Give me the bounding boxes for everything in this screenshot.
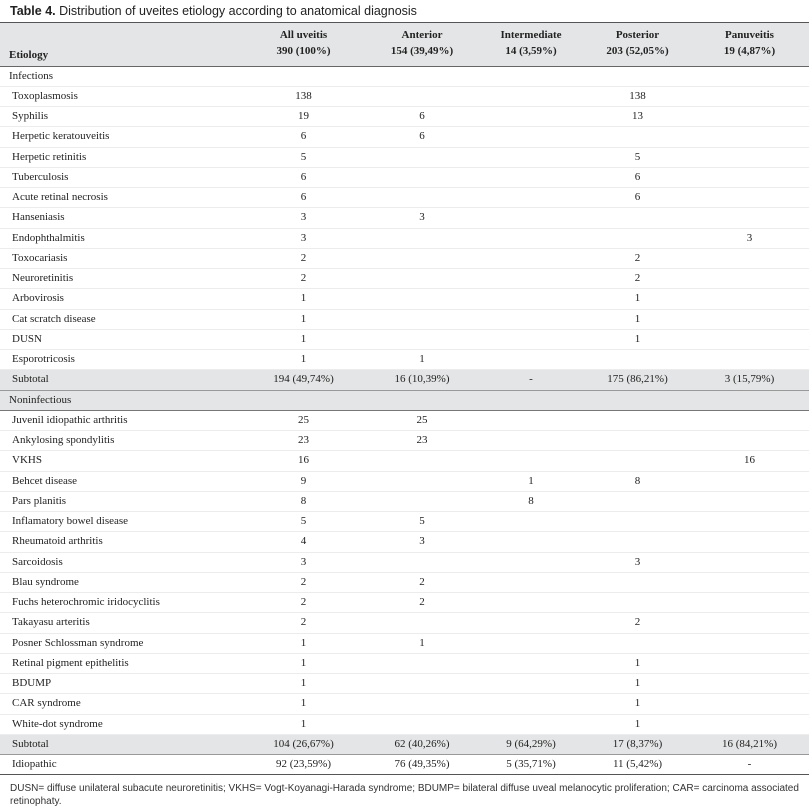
cell-value — [367, 248, 477, 268]
header-count: 390 (100%) — [276, 45, 331, 57]
row-label: White-dot syndrome — [0, 714, 240, 734]
header-count: 203 (52,05%) — [606, 45, 669, 57]
cell-value: 23 — [240, 431, 367, 451]
cell-value: 6 — [367, 127, 477, 147]
cell-value: 1 — [240, 714, 367, 734]
cell-value — [690, 208, 809, 228]
cell-value — [477, 269, 585, 289]
table-row — [0, 674, 809, 694]
table-row — [0, 167, 809, 187]
header-row — [0, 23, 809, 66]
table-row — [0, 269, 809, 289]
cell-value — [367, 694, 477, 714]
table-row — [0, 491, 809, 511]
cell-value: 6 — [240, 188, 367, 208]
cell-value: 8 — [240, 491, 367, 511]
cell-value: 17 (8,37%) — [585, 734, 690, 754]
header-title: Panuveitis — [725, 29, 774, 41]
cell-value — [367, 451, 477, 471]
cell-value — [477, 329, 585, 349]
cell-value — [477, 572, 585, 592]
table-row — [0, 350, 809, 370]
cell-value: 175 (86,21%) — [585, 370, 690, 390]
row-label: CAR syndrome — [0, 694, 240, 714]
cell-value — [367, 289, 477, 309]
table-row — [0, 147, 809, 167]
cell-value: 23 — [367, 431, 477, 451]
cell-value — [367, 491, 477, 511]
cell-value: 1 — [240, 289, 367, 309]
row-label: Takayasu arteritis — [0, 613, 240, 633]
cell-value: 16 — [240, 451, 367, 471]
cell-value: 1 — [585, 674, 690, 694]
cell-value: 1 — [585, 694, 690, 714]
table-row — [0, 572, 809, 592]
cell-value: 6 — [240, 167, 367, 187]
cell-value — [690, 491, 809, 511]
table-label: Table 4. — [10, 4, 56, 18]
row-label: Sarcoidosis — [0, 552, 240, 572]
cell-value: 25 — [367, 410, 477, 430]
row-label: Hanseniasis — [0, 208, 240, 228]
row-label: Herpetic retinitis — [0, 147, 240, 167]
cell-value: 3 (15,79%) — [690, 370, 809, 390]
row-label: Acute retinal necrosis — [0, 188, 240, 208]
cell-value: 1 — [585, 329, 690, 349]
cell-value: 3 — [240, 208, 367, 228]
table-row — [0, 208, 809, 228]
table-row — [0, 431, 809, 451]
cell-value — [690, 410, 809, 430]
table-row — [0, 633, 809, 653]
table-caption — [10, 4, 417, 18]
cell-value — [690, 431, 809, 451]
table-row — [0, 694, 809, 714]
row-label: Ankylosing spondylitis — [0, 431, 240, 451]
cell-value: 3 — [585, 552, 690, 572]
row-label: Neuroretinitis — [0, 269, 240, 289]
cell-value: - — [690, 755, 809, 775]
cell-value — [477, 228, 585, 248]
cell-value: 1 — [240, 694, 367, 714]
cell-value — [690, 309, 809, 329]
cell-value — [367, 269, 477, 289]
cell-value: 3 — [240, 228, 367, 248]
section-title: Noninfectious — [0, 390, 809, 410]
table-row — [0, 552, 809, 572]
etiology-table — [0, 23, 809, 775]
table-row — [0, 512, 809, 532]
cell-value: 104 (26,67%) — [240, 734, 367, 754]
cell-value — [477, 714, 585, 734]
cell-value — [690, 147, 809, 167]
table-row — [0, 188, 809, 208]
cell-value: 5 — [585, 147, 690, 167]
table-row — [0, 127, 809, 147]
cell-value — [690, 694, 809, 714]
cell-value: 8 — [477, 491, 585, 511]
cell-value: 1 — [240, 653, 367, 673]
cell-value: 1 — [240, 674, 367, 694]
row-label: Esporotricosis — [0, 350, 240, 370]
cell-value: 194 (49,74%) — [240, 370, 367, 390]
cell-value — [690, 653, 809, 673]
cell-value — [585, 208, 690, 228]
row-label: Tuberculosis — [0, 167, 240, 187]
cell-value — [477, 431, 585, 451]
cell-value: 16 (84,21%) — [690, 734, 809, 754]
cell-value: 25 — [240, 410, 367, 430]
row-label: BDUMP — [0, 674, 240, 694]
cell-value: 5 (35,71%) — [477, 755, 585, 775]
cell-value: 92 (23,59%) — [240, 755, 367, 775]
cell-value — [690, 107, 809, 127]
cell-value: 2 — [240, 269, 367, 289]
table-row — [0, 471, 809, 491]
cell-value — [367, 147, 477, 167]
cell-value: 9 (64,29%) — [477, 734, 585, 754]
cell-value — [690, 532, 809, 552]
table-footnote: DUSN= diffuse unilateral subacute neuroretinitis; VKHS= Vogt-Koyanagi-Harada syndrome; BDUMP= bilateral diffuse uveal melanocytic proliferation; CAR= carcinoma associated retinophaty. — [10, 783, 799, 807]
cell-value — [477, 86, 585, 106]
cell-value — [690, 329, 809, 349]
cell-value — [477, 593, 585, 613]
row-label: Pars planitis — [0, 491, 240, 511]
cell-value — [690, 633, 809, 653]
section-title: Infections — [0, 66, 809, 86]
cell-value — [367, 228, 477, 248]
row-label: Idiopathic — [0, 755, 240, 775]
cell-value — [477, 653, 585, 673]
cell-value — [367, 714, 477, 734]
table-row — [0, 532, 809, 552]
cell-value — [690, 471, 809, 491]
row-label: Subtotal — [0, 370, 240, 390]
cell-value — [585, 532, 690, 552]
cell-value: 4 — [240, 532, 367, 552]
row-label: Toxocariasis — [0, 248, 240, 268]
cell-value — [367, 471, 477, 491]
table-header — [0, 23, 809, 66]
cell-value: 2 — [240, 613, 367, 633]
cell-value — [690, 269, 809, 289]
row-label: Subtotal — [0, 734, 240, 754]
section-header-row — [0, 390, 809, 410]
cell-value: 1 — [240, 350, 367, 370]
header-count: 14 (3,59%) — [505, 45, 557, 57]
row-label: Cat scratch disease — [0, 309, 240, 329]
cell-value — [585, 572, 690, 592]
cell-value — [690, 714, 809, 734]
cell-value — [585, 451, 690, 471]
row-label: Rheumatoid arthritis — [0, 532, 240, 552]
header-title: All uveitis — [279, 29, 328, 41]
cell-value — [585, 491, 690, 511]
row-label: Endophthalmitis — [0, 228, 240, 248]
cell-value: 5 — [240, 512, 367, 532]
cell-value — [367, 86, 477, 106]
cell-value — [690, 350, 809, 370]
cell-value — [585, 512, 690, 532]
cell-value — [477, 289, 585, 309]
cell-value — [585, 593, 690, 613]
cell-value — [690, 512, 809, 532]
table-row — [0, 329, 809, 349]
cell-value — [477, 410, 585, 430]
cell-value: 6 — [585, 167, 690, 187]
cell-value — [477, 350, 585, 370]
cell-value: 6 — [240, 127, 367, 147]
cell-value — [367, 674, 477, 694]
row-label: Blau syndrome — [0, 572, 240, 592]
cell-value: 62 (40,26%) — [367, 734, 477, 754]
cell-value: - — [477, 370, 585, 390]
header-panuveitis — [690, 23, 809, 66]
cell-value — [690, 613, 809, 633]
row-label: Inflamatory bowel disease — [0, 512, 240, 532]
cell-value — [477, 451, 585, 471]
cell-value: 1 — [240, 633, 367, 653]
section-header-row — [0, 66, 809, 86]
header-all-uveitis — [240, 23, 367, 66]
cell-value — [477, 532, 585, 552]
cell-value — [477, 248, 585, 268]
cell-value — [690, 593, 809, 613]
cell-value — [477, 188, 585, 208]
table-row — [0, 714, 809, 734]
cell-value — [477, 309, 585, 329]
cell-value — [585, 633, 690, 653]
cell-value — [367, 613, 477, 633]
header-etiology: Etiology — [0, 23, 240, 66]
cell-value: 1 — [585, 309, 690, 329]
cell-value: 2 — [240, 572, 367, 592]
cell-value — [477, 167, 585, 187]
header-title: Anterior — [401, 29, 443, 41]
row-label: Behcet disease — [0, 471, 240, 491]
cell-value: 138 — [585, 86, 690, 106]
cell-value — [690, 572, 809, 592]
table-row — [0, 309, 809, 329]
cell-value — [690, 552, 809, 572]
cell-value: 16 (10,39%) — [367, 370, 477, 390]
cell-value: 3 — [367, 532, 477, 552]
idiopathic-row — [0, 755, 809, 775]
cell-value — [690, 188, 809, 208]
cell-value: 5 — [240, 147, 367, 167]
table-row — [0, 107, 809, 127]
cell-value — [585, 410, 690, 430]
table-row — [0, 451, 809, 471]
cell-value: 2 — [367, 572, 477, 592]
table-body — [0, 66, 809, 775]
cell-value: 2 — [240, 593, 367, 613]
cell-value: 1 — [367, 350, 477, 370]
table-row — [0, 593, 809, 613]
subtotal-row — [0, 370, 809, 390]
cell-value — [477, 552, 585, 572]
cell-value — [690, 86, 809, 106]
cell-value: 11 (5,42%) — [585, 755, 690, 775]
row-label: Fuchs heterochromic iridocyclitis — [0, 593, 240, 613]
header-title: Intermediate — [500, 29, 562, 41]
cell-value — [367, 653, 477, 673]
cell-value: 3 — [690, 228, 809, 248]
cell-value: 2 — [367, 593, 477, 613]
cell-value — [477, 107, 585, 127]
row-label: Posner Schlossman syndrome — [0, 633, 240, 653]
table-row — [0, 289, 809, 309]
cell-value: 6 — [585, 188, 690, 208]
cell-value — [367, 167, 477, 187]
cell-value: 76 (49,35%) — [367, 755, 477, 775]
cell-value — [367, 188, 477, 208]
table-title: Distribution of uveites etiology according to anatomical diagnosis — [55, 4, 417, 18]
row-label: Arbovirosis — [0, 289, 240, 309]
cell-value — [690, 127, 809, 147]
cell-value: 6 — [367, 107, 477, 127]
cell-value: 1 — [585, 289, 690, 309]
table-row — [0, 653, 809, 673]
cell-value — [477, 613, 585, 633]
cell-value: 1 — [240, 309, 367, 329]
row-label: DUSN — [0, 329, 240, 349]
cell-value — [690, 248, 809, 268]
cell-value — [367, 309, 477, 329]
table-row — [0, 248, 809, 268]
cell-value — [477, 512, 585, 532]
cell-value: 3 — [240, 552, 367, 572]
table-row — [0, 86, 809, 106]
subtotal-row — [0, 734, 809, 754]
cell-value — [585, 350, 690, 370]
row-label: Retinal pigment epithelitis — [0, 653, 240, 673]
cell-value — [477, 694, 585, 714]
table-row — [0, 410, 809, 430]
cell-value: 3 — [367, 208, 477, 228]
cell-value: 1 — [477, 471, 585, 491]
cell-value: 9 — [240, 471, 367, 491]
cell-value — [690, 674, 809, 694]
header-posterior — [585, 23, 690, 66]
cell-value: 1 — [585, 653, 690, 673]
header-title: Posterior — [615, 29, 660, 41]
header-intermediate — [477, 23, 585, 66]
cell-value: 2 — [585, 613, 690, 633]
cell-value: 2 — [585, 248, 690, 268]
cell-value — [690, 167, 809, 187]
header-anterior — [367, 23, 477, 66]
row-label: VKHS — [0, 451, 240, 471]
row-label: Toxoplasmosis — [0, 86, 240, 106]
cell-value: 5 — [367, 512, 477, 532]
row-label: Juvenil idiopathic arthritis — [0, 410, 240, 430]
cell-value — [477, 633, 585, 653]
cell-value: 1 — [367, 633, 477, 653]
cell-value: 19 — [240, 107, 367, 127]
cell-value — [367, 329, 477, 349]
cell-value — [367, 552, 477, 572]
cell-value: 1 — [240, 329, 367, 349]
cell-value — [477, 674, 585, 694]
cell-value — [585, 127, 690, 147]
cell-value: 8 — [585, 471, 690, 491]
cell-value: 13 — [585, 107, 690, 127]
cell-value: 16 — [690, 451, 809, 471]
header-count: 154 (39,49%) — [390, 45, 454, 57]
cell-value — [477, 208, 585, 228]
cell-value — [585, 431, 690, 451]
cell-value: 2 — [240, 248, 367, 268]
cell-value: 1 — [585, 714, 690, 734]
header-count: 19 (4,87%) — [723, 45, 776, 57]
cell-value — [477, 147, 585, 167]
cell-value: 2 — [585, 269, 690, 289]
row-label: Syphilis — [0, 107, 240, 127]
cell-value — [477, 127, 585, 147]
table-row — [0, 228, 809, 248]
cell-value: 138 — [240, 86, 367, 106]
row-label: Herpetic keratouveitis — [0, 127, 240, 147]
cell-value — [690, 289, 809, 309]
cell-value — [585, 228, 690, 248]
table-row — [0, 613, 809, 633]
